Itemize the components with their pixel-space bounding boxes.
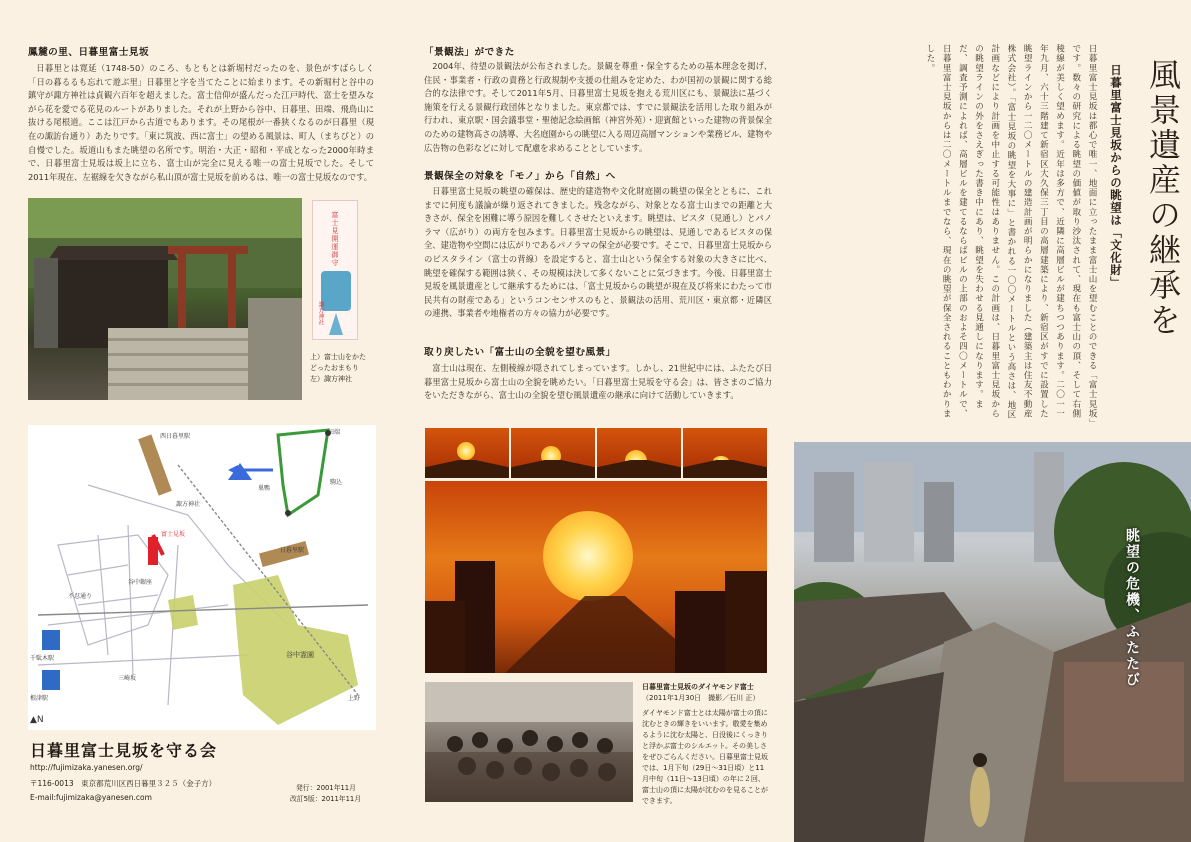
- caption-line: 上）富士山をかた: [310, 353, 366, 361]
- main-title: 風景遺産の継承を: [1144, 58, 1182, 338]
- map-label: 諏方神社: [176, 501, 201, 508]
- map-label: 千駄木駅: [30, 655, 55, 662]
- org-name: 日暮里富士見坂を守る会: [30, 741, 218, 760]
- map-label: 巣鴨: [258, 485, 271, 492]
- shrine-caption: [310, 352, 380, 385]
- sunset-photo-1: [425, 428, 509, 478]
- catch-copy: 眺望の危機、ふたたび: [1124, 528, 1140, 688]
- map-label: 富士見坂: [161, 531, 186, 538]
- omamori-image: [312, 200, 358, 340]
- section-heading: 鳳麓の里、日暮里富士見坂: [28, 47, 150, 58]
- map-label: 田端: [328, 429, 341, 436]
- north-icon: ▲N: [30, 715, 44, 725]
- omamori-tassel: [329, 313, 343, 335]
- org-url[interactable]: http://fujimizaka.yanesen.org/: [30, 763, 143, 772]
- right-body-text: 日暮里富士見坂は都心で唯一、地面に立ったまま富士山を望むことのできる「富士見坂」です。数々の研究による眺望の価値が取り沙汰されて、現在も富士山の頂、そして右側稜線が美しく望めます。近年は多方で、近隣に高層ビルが建ちつつあります。二〇一一年九月、六十三階建て新宿区大久保三丁目の高層建築により、新宿区がすでに設置した眺望ラインから一二〇メートルの建造計画が明らかになりました（建築主は住友不動産株式会社）。「富士見坂の眺望を大事に」と書かれる一〇〇メートルという高さは、地区計画などにより計画を中止する可能性はありません。この計画は、日暮里富士見坂からの眺望ラインの外をさえぎった書き中にあり、眺望を失わせる見通しになります。まだ、調査予測によれば、高層ビルを建てるならばビルの上部のおよそ四〇メートルで、日暮里富士見坂からは二〇メートルまでなら、現在の眺望が保全されることもわかりました。: [924, 44, 1097, 424]
- omamori-sub: 諏方神社: [317, 301, 324, 325]
- map-label: 駒込: [330, 479, 343, 486]
- photo-caption-date: （2011年1月30日 撮影／石川 正）: [642, 694, 760, 702]
- map-label: 不忍通り: [68, 593, 93, 600]
- photo-caption-title: 日暮里富士見坂のダイヤモンド富士: [642, 683, 754, 691]
- section-text: 富士山は現在、左側稜線が隠されてしまっています。しかし、21世紀中には、ふたたび日暮里富士見坂から富士山の全貌を眺めたい。「日暮里富士見坂を守る会」は、皆さまのご協力をいただきながら、富士山の全貌を望む風景遺産の継承に向けて活動していきます。: [424, 363, 772, 401]
- crowd-photo: [425, 682, 633, 802]
- org-address: 〒116-0013 東京都荒川区西日暮里３２５（金子方）: [30, 779, 217, 788]
- map-label: 谷中霊園: [286, 651, 314, 659]
- omamori-label: 富士見開運御守: [331, 211, 339, 267]
- sunset-photo-3: [597, 428, 681, 478]
- map-label: 西日暮里駅: [160, 433, 191, 440]
- org-email[interactable]: E-mail:fujimizaka@yanesen.com: [30, 793, 152, 802]
- shrine-photo: [28, 198, 302, 400]
- area-map: [28, 425, 376, 730]
- sunset-photo-2: [511, 428, 595, 478]
- omamori-charm: [321, 271, 351, 311]
- diamond-fuji-photo: [425, 481, 767, 673]
- map-label: 日暮里駅: [280, 547, 305, 554]
- section-heading: 「景観法」ができた: [424, 47, 515, 58]
- caption-line: 左）諏方神社: [310, 375, 352, 383]
- photo-caption-body: ダイヤモンド富士とは太陽が富士の頂に沈むときの輝きをいいます。敬愛を集めるように沈む太陽と、日没後にくっきりと浮かぶ富士のシルエット。その美しさをぜひごらんください。日暮里富士見坂では、1月下旬（29日〜31日頃）と11月中旬（11日〜13日頃）の年に２回、富士山の頂に太陽が沈むのを見ることができます。: [642, 709, 768, 804]
- sunset-photo-4: [683, 428, 767, 478]
- map-label: 谷中銀座: [128, 579, 153, 586]
- map-label: 上野: [348, 695, 361, 702]
- map-label: 三崎坂: [118, 675, 137, 682]
- main-subtitle: 日暮里富士見坂からの眺望は「文化財」: [1109, 64, 1123, 289]
- caption-line: どったおまもり: [310, 364, 359, 372]
- section-text: 日暮里富士見坂の眺望の確保は、歴史的建造物や文化財庭園の眺望の保全とともに、これまでに何度も議論が繰り返されてきました。残念ながら、対象となる富士山までの距離と大きさが、保全を困難に導う原因を難しくさせたといえます。眺望は、ビスタ（見通し）とパノラマ（広がり）の両方を包みます。日暮里富士見坂からの眺望は、見通しであるビスタの保全、建造物や空間には広がりであるパノラマの保全が必要です。そこで、日暮里富士見坂からのビスタライン（富士の背線）を設定すると、富士山という保全する対象の大きさに比べ、眺望を確保する範囲は狭く、その規模は決して多くないことに気づきます。今後、日暮里富士見坂を風景遺産として継承するためには、「富士見坂からの眺望が現在及び将来にわたって市民共有の財産である」というコンセンサスのもと、景観法の活用、荒川区・東京都・近隣区の連携、事業者や地権者の方々の協力が必要です。: [424, 186, 772, 319]
- section-heading: 取り戻したい「富士山の全貌を望む風景」: [424, 347, 616, 358]
- revised-date: 改訂5版：2011年11月: [290, 795, 362, 803]
- intro-text: 日暮里とは寛延（1748-50）のころ、もともとは新堀村だったのを、景色がすばらしく「日の暮るるも忘れて遊ぶ里」日暮里と字を当てたことに始まります。その新堀村と谷中の鎮守が諏方神社は貞観六百年を超えました。富士信仰が盛んだった江戸時代、富士を望みながら花を愛でる花見のルートがありました。それが上野から谷中、日暮里、田端、飛鳥山に抜ける尾根道。ここは江戸から古道でもあります。その尾根が一番狭くなるのが日暮里（現在の諏訪台通り）あたりです。「東に筑波、西に富士」の望める風景は、町人（まちびと）の自慢でした。坂道山もまた眺望の名所です。明治・大正・昭和・平成となった2000年時まで、日暮里富士見坂は坂上に立ち、富士山が完全に見える唯一の富士見坂でした。そして2011年現在、左裾線を欠きながら私山頂が富士見坂を前めるは、唯一の富士見坂なのです。: [28, 63, 374, 182]
- issued-date: 発行：2001年11月: [296, 784, 356, 792]
- map-label: 根津駅: [30, 695, 49, 702]
- section-heading: 景観保全の対象を「モノ」から「自然」へ: [424, 171, 616, 182]
- section-text: 2004年、待望の景観法が公布されました。景観を尊重・保全するための基本理念を掲げ、住民・事業者・行政の責務と行政規制や支援の仕組みを定めた、わが国初の景観に関する総合的な法律です。そして2011年5月、日暮里富士見坂を抱える荒川区にも、景観法に基づく施策を行える景観行政団体となりました。東京都では、すでに景観法を活用した取り組みが行われ、東京駅・国会議事堂・聖徳記念絵画館（神宮外苑）・迎賓館といった建物の背景保全のための建物高さの誘導、大名庭園からの眺望に入る周辺高層マンションや業務ビル、建物や広告物の色彩などに対して配慮を求めることとしています。: [424, 61, 772, 153]
